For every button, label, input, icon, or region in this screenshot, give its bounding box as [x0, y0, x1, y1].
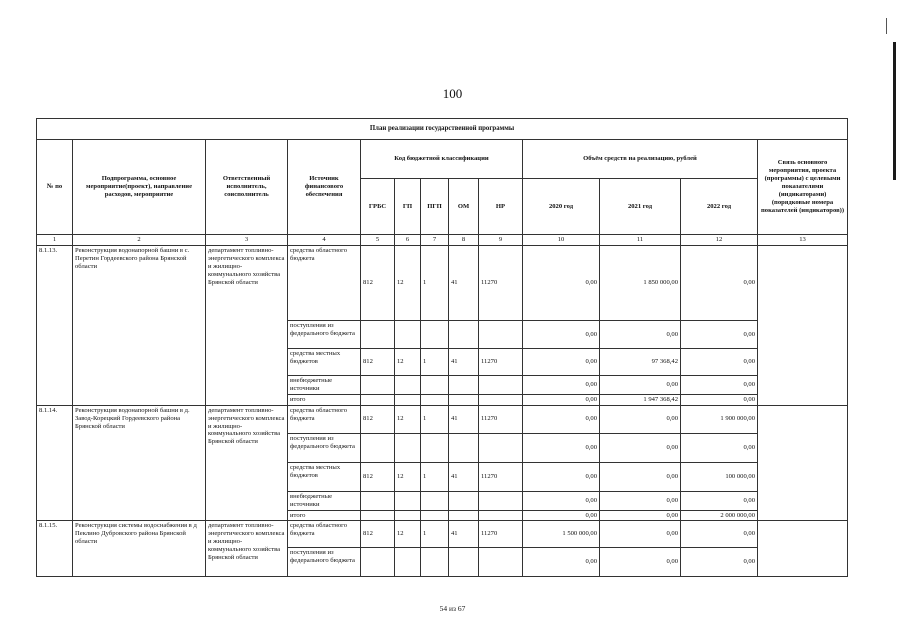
amount-y2022: 2 000 000,00 — [681, 510, 758, 521]
code-om: 41 — [449, 405, 479, 433]
code-grbs — [361, 376, 395, 395]
header-link: Связь основного мероприятия, проекта (программы) с целевыми показателями (индикаторами) (порядковые номера показателей (индикаторов)) — [758, 140, 848, 235]
plan-table-body — [37, 246, 848, 577]
code-pgp — [421, 321, 449, 349]
page-number: 100 — [442, 86, 463, 101]
amount-y2022: 0,00 — [681, 376, 758, 395]
amount-y2020: 0,00 — [523, 376, 600, 395]
funding-source: поступления из федерального бюджета — [288, 433, 361, 462]
item-name: Реконструкция водонапорной башни в д. Завод-Корецкий Гордеевского района Брянской области — [73, 405, 206, 521]
code-grbs — [361, 510, 395, 521]
column-number: 1 — [37, 235, 73, 246]
column-number: 7 — [421, 235, 449, 246]
code-np — [479, 510, 523, 521]
code-np: 11270 — [479, 246, 523, 321]
indicator-link — [758, 246, 848, 406]
column-number: 9 — [479, 235, 523, 246]
code-om: 41 — [449, 349, 479, 376]
amount-y2022: 0,00 — [681, 433, 758, 462]
column-numbers-row — [37, 235, 848, 246]
code-gp — [395, 376, 421, 395]
amount-y2021: 1 947 368,42 — [600, 394, 681, 405]
code-om: 41 — [449, 462, 479, 491]
amount-y2020: 0,00 — [523, 510, 600, 521]
header-source: Источник финансового обеспечения — [288, 140, 361, 235]
code-grbs: 812 — [361, 405, 395, 433]
amount-y2022: 0,00 — [681, 246, 758, 321]
column-number: 11 — [600, 235, 681, 246]
table-row — [37, 405, 848, 433]
header-budget-code: Код бюджетной классификации — [361, 140, 523, 179]
amount-y2020: 0,00 — [523, 491, 600, 510]
indicator-link — [758, 405, 848, 521]
amount-y2022: 0,00 — [681, 349, 758, 376]
code-np — [479, 433, 523, 462]
code-grbs — [361, 433, 395, 462]
amount-y2021: 0,00 — [600, 462, 681, 491]
scan-edge-bar — [893, 42, 896, 180]
funding-source: средства областного бюджета — [288, 405, 361, 433]
item-responsible: департамент топливно-энергетического комплекса и жилищно-коммунального хозяйства Брянской области — [206, 521, 288, 577]
code-pgp — [421, 510, 449, 521]
code-pgp — [421, 376, 449, 395]
amount-y2020: 0,00 — [523, 394, 600, 405]
funding-source: поступления из федерального бюджета — [288, 321, 361, 349]
header-volume: Объём средств на реализацию, рублей — [523, 140, 758, 179]
code-pgp: 1 — [421, 246, 449, 321]
code-pgp: 1 — [421, 521, 449, 548]
amount-y2022: 0,00 — [681, 491, 758, 510]
table-row — [37, 246, 848, 321]
header-grbs: ГРБС — [361, 179, 395, 235]
funding-source: поступления из федерального бюджета — [288, 548, 361, 577]
column-number: 6 — [395, 235, 421, 246]
amount-y2020: 0,00 — [523, 246, 600, 321]
code-np — [479, 394, 523, 405]
header-subprogram: Подпрограмма, основное мероприятие(проект), направление расходов, мероприятие — [73, 140, 206, 235]
code-gp — [395, 433, 421, 462]
code-om — [449, 321, 479, 349]
code-np — [479, 548, 523, 577]
code-gp — [395, 321, 421, 349]
code-pgp: 1 — [421, 462, 449, 491]
header-2022: 2022 год — [681, 179, 758, 235]
table-row — [37, 521, 848, 548]
indicator-link — [758, 521, 848, 577]
item-number: 8.1.13. — [37, 246, 73, 406]
amount-y2022: 0,00 — [681, 521, 758, 548]
code-om: 41 — [449, 521, 479, 548]
code-grbs — [361, 491, 395, 510]
code-om: 41 — [449, 246, 479, 321]
code-gp — [395, 548, 421, 577]
amount-y2022: 0,00 — [681, 548, 758, 577]
column-number: 10 — [523, 235, 600, 246]
amount-y2022: 1 900 000,00 — [681, 405, 758, 433]
amount-y2020: 0,00 — [523, 321, 600, 349]
table-title: План реализации государственной программы — [37, 119, 848, 140]
column-number: 5 — [361, 235, 395, 246]
code-grbs: 812 — [361, 462, 395, 491]
column-number: 2 — [73, 235, 206, 246]
amount-y2021: 0,00 — [600, 405, 681, 433]
code-om — [449, 548, 479, 577]
item-name: Реконструкция водонапорной башни в с. Перетин Гордеевского района Брянской области — [73, 246, 206, 406]
funding-source: средства местных бюджетов — [288, 462, 361, 491]
funding-source: средства областного бюджета — [288, 246, 361, 321]
code-np — [479, 376, 523, 395]
code-np: 11270 — [479, 405, 523, 433]
funding-source: внебюджетные источники — [288, 491, 361, 510]
amount-y2022: 100 000,00 — [681, 462, 758, 491]
item-number: 8.1.14. — [37, 405, 73, 521]
amount-y2021: 0,00 — [600, 321, 681, 349]
code-pgp — [421, 433, 449, 462]
code-gp: 12 — [395, 349, 421, 376]
header-np: НР — [479, 179, 523, 235]
scan-margin-mark — [886, 18, 887, 34]
amount-y2022: 0,00 — [681, 321, 758, 349]
code-gp — [395, 394, 421, 405]
code-pgp — [421, 394, 449, 405]
code-pgp: 1 — [421, 349, 449, 376]
code-grbs: 812 — [361, 521, 395, 548]
code-np — [479, 321, 523, 349]
column-number: 8 — [449, 235, 479, 246]
item-responsible: департамент топливно-энергетического комплекса и жилищно-коммунального хозяйства Брянской области — [206, 405, 288, 521]
amount-y2021: 0,00 — [600, 521, 681, 548]
funding-source: средства местных бюджетов — [288, 349, 361, 376]
amount-y2021: 0,00 — [600, 491, 681, 510]
header-responsible: Ответственный исполнитель, соисполнитель — [206, 140, 288, 235]
amount-y2021: 97 368,42 — [600, 349, 681, 376]
funding-source: средства областного бюджета — [288, 521, 361, 548]
header-gp: ГП — [395, 179, 421, 235]
amount-y2020: 1 500 000,00 — [523, 521, 600, 548]
code-pgp: 1 — [421, 405, 449, 433]
code-gp: 12 — [395, 405, 421, 433]
code-gp — [395, 510, 421, 521]
amount-y2022: 0,00 — [681, 394, 758, 405]
amount-y2020: 0,00 — [523, 433, 600, 462]
funding-source: итого — [288, 510, 361, 521]
amount-y2020: 0,00 — [523, 349, 600, 376]
header-2020: 2020 год — [523, 179, 600, 235]
amount-y2021: 0,00 — [600, 548, 681, 577]
code-gp — [395, 491, 421, 510]
plan-table — [36, 118, 848, 577]
page-footer: 54 из 67 — [439, 604, 466, 613]
amount-y2021: 0,00 — [600, 376, 681, 395]
header-om: ОМ — [449, 179, 479, 235]
code-grbs — [361, 394, 395, 405]
header-pgp: ПГП — [421, 179, 449, 235]
header-no: № по — [37, 140, 73, 235]
amount-y2021: 1 850 000,00 — [600, 246, 681, 321]
column-number: 3 — [206, 235, 288, 246]
code-pgp — [421, 548, 449, 577]
code-grbs — [361, 321, 395, 349]
column-number: 13 — [758, 235, 848, 246]
item-responsible: департамент топливно-энергетического комплекса и жилищно-коммунального хозяйства Брянской области — [206, 246, 288, 406]
code-np — [479, 491, 523, 510]
code-grbs: 812 — [361, 246, 395, 321]
amount-y2021: 0,00 — [600, 433, 681, 462]
code-om — [449, 394, 479, 405]
column-number: 4 — [288, 235, 361, 246]
code-gp: 12 — [395, 246, 421, 321]
code-gp: 12 — [395, 462, 421, 491]
column-number: 12 — [681, 235, 758, 246]
code-om — [449, 491, 479, 510]
code-np: 11270 — [479, 521, 523, 548]
item-number: 8.1.15. — [37, 521, 73, 577]
code-np: 11270 — [479, 349, 523, 376]
funding-source: итого — [288, 394, 361, 405]
code-np: 11270 — [479, 462, 523, 491]
amount-y2020: 0,00 — [523, 462, 600, 491]
code-grbs — [361, 548, 395, 577]
code-pgp — [421, 491, 449, 510]
code-grbs: 812 — [361, 349, 395, 376]
amount-y2020: 0,00 — [523, 548, 600, 577]
funding-source: внебюджетные источники — [288, 376, 361, 395]
amount-y2021: 0,00 — [600, 510, 681, 521]
code-om — [449, 376, 479, 395]
code-om — [449, 433, 479, 462]
code-om — [449, 510, 479, 521]
header-2021: 2021 год — [600, 179, 681, 235]
amount-y2020: 0,00 — [523, 405, 600, 433]
item-name: Реконструкция системы водоснабжения в д Пеклино Дубровского района Брянской области — [73, 521, 206, 577]
code-gp: 12 — [395, 521, 421, 548]
